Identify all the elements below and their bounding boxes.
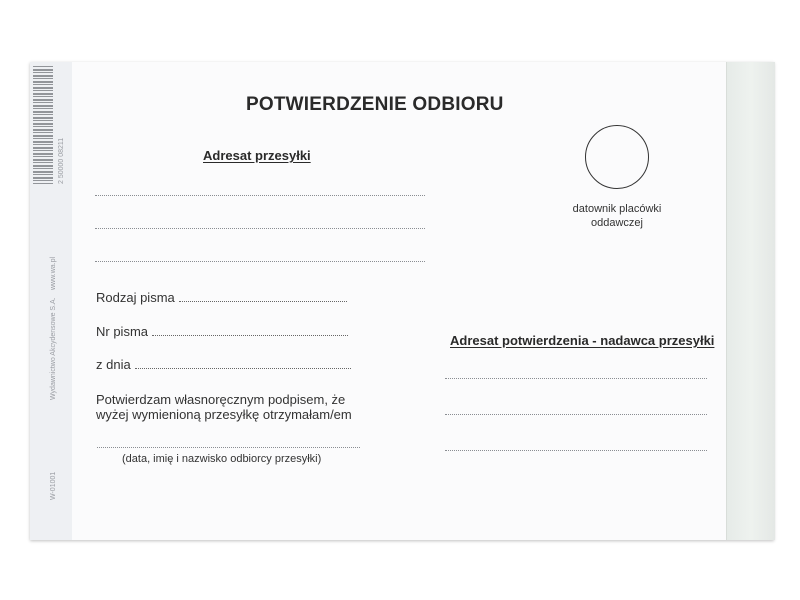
z-dnia-input[interactable] xyxy=(135,367,351,369)
recipient-line-1[interactable] xyxy=(95,195,425,196)
recipient-line-3[interactable] xyxy=(95,261,425,262)
z-dnia-label: z dnia xyxy=(96,357,131,372)
postmark-caption xyxy=(560,202,674,230)
barcode xyxy=(33,66,53,184)
rodzaj-pisma-label: Rodzaj pisma xyxy=(96,290,175,305)
signature-caption: (data, imię i nazwisko odbiorcy przesyłki) xyxy=(122,453,322,465)
nr-pisma-field xyxy=(96,324,348,339)
margin-code-top: www.wa.pl xyxy=(50,256,57,290)
sender-line-1[interactable] xyxy=(445,378,707,379)
confirmation-text: Potwierdzam własnoręcznym podpisem, że wyżej wymienioną przesyłkę otrzymałam/em xyxy=(96,392,352,422)
margin-code-bottom: W-01001 xyxy=(50,471,57,500)
rodzaj-pisma-field xyxy=(96,290,347,305)
postmark-caption-line-1: datownik placówki xyxy=(572,203,662,215)
signature-line[interactable] xyxy=(97,447,360,448)
postmark-caption-line-2: oddawczej xyxy=(591,217,643,229)
nr-pisma-label: Nr pisma xyxy=(96,324,149,339)
recipient-line-2[interactable] xyxy=(95,228,425,229)
sender-line-3[interactable] xyxy=(445,450,707,451)
barcode-digits: 2 50000 08211 xyxy=(58,137,65,184)
rodzaj-pisma-input[interactable] xyxy=(179,300,347,302)
z-dnia-field xyxy=(96,357,351,372)
right-adhesive-strip xyxy=(726,62,775,540)
form-title: POTWIERDZENIE ODBIORU xyxy=(246,94,504,115)
publisher-text: Wydawnictwo Akcydensowe S.A. xyxy=(50,297,57,400)
postmark-circle xyxy=(585,125,649,189)
recipient-heading: Adresat przesyłki xyxy=(203,148,311,163)
nr-pisma-input[interactable] xyxy=(152,334,348,336)
sender-line-2[interactable] xyxy=(445,414,707,415)
sender-heading: Adresat potwierdzenia - nadawca przesyłki xyxy=(450,333,715,348)
